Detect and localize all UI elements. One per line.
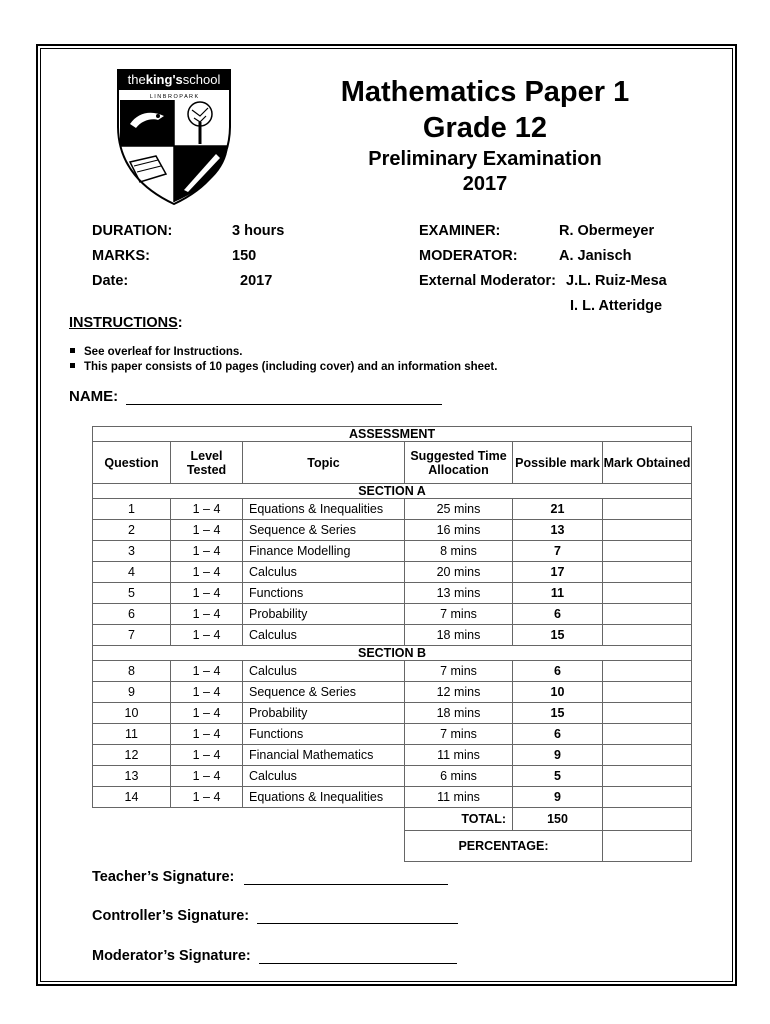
moderator-signature-line[interactable] xyxy=(259,963,457,964)
question-cell: 5 xyxy=(93,583,171,604)
title-exam: Preliminary Examination xyxy=(368,148,602,170)
time-cell: 25 mins xyxy=(405,499,513,520)
examiner-value: R. Obermeyer xyxy=(559,223,655,239)
examiner-label: EXAMINER: xyxy=(419,223,501,239)
header-possible: Possible mark xyxy=(513,442,603,484)
mark-obtained-cell[interactable] xyxy=(603,625,692,646)
percentage-label: PERCENTAGE: xyxy=(405,831,603,862)
marks-value: 150 xyxy=(232,248,257,264)
possible-mark-cell: 10 xyxy=(513,682,603,703)
duration-label: DURATION: xyxy=(92,223,173,239)
header-topic: Topic xyxy=(243,442,405,484)
question-cell: 14 xyxy=(93,787,171,808)
level-cell: 1 – 4 xyxy=(171,787,243,808)
mark-obtained-cell[interactable] xyxy=(603,766,692,787)
mark-obtained-cell[interactable] xyxy=(603,604,692,625)
level-cell: 1 – 4 xyxy=(171,604,243,625)
topic-cell: Finance Modelling xyxy=(243,541,405,562)
table-row xyxy=(93,583,692,604)
level-cell: 1 – 4 xyxy=(171,745,243,766)
section-b-heading: SECTION B xyxy=(93,646,692,661)
table-row xyxy=(93,661,692,682)
total-obtained-cell[interactable] xyxy=(603,808,692,831)
table-row xyxy=(93,724,692,745)
level-cell: 1 – 4 xyxy=(171,682,243,703)
possible-mark-cell: 15 xyxy=(513,703,603,724)
table-row xyxy=(93,520,692,541)
date-label: Date: xyxy=(92,273,129,289)
moderator-label: MODERATOR: xyxy=(419,248,518,264)
table-row xyxy=(93,682,692,703)
marks-label: MARKS: xyxy=(92,248,150,264)
possible-mark-cell: 13 xyxy=(513,520,603,541)
svg-text:L I N B R O P A R K: L I N B R O P A R K xyxy=(149,94,199,100)
teacher-signature: Teacher’s Signature: xyxy=(92,869,448,885)
question-cell: 7 xyxy=(93,625,171,646)
question-cell: 8 xyxy=(93,661,171,682)
possible-mark-cell: 21 xyxy=(513,499,603,520)
external-moderator-value-2: I. L. Atteridge xyxy=(570,298,663,314)
time-cell: 11 mins xyxy=(405,745,513,766)
table-row xyxy=(93,766,692,787)
table-row xyxy=(93,745,692,766)
bullet-square-icon xyxy=(70,363,75,368)
level-cell: 1 – 4 xyxy=(171,499,243,520)
moderator-value: A. Janisch xyxy=(559,248,632,264)
school-crest-logo xyxy=(112,66,236,206)
possible-mark-cell: 11 xyxy=(513,583,603,604)
instruction-item: See overleaf for Instructions. xyxy=(70,345,497,360)
question-cell: 6 xyxy=(93,604,171,625)
percentage-cell[interactable] xyxy=(603,831,692,862)
question-cell: 13 xyxy=(93,766,171,787)
time-cell: 8 mins xyxy=(405,541,513,562)
mark-obtained-cell[interactable] xyxy=(603,499,692,520)
instruction-item: This paper consists of 10 pages (including cover) and an information sheet. xyxy=(70,360,497,375)
topic-cell: Sequence & Series xyxy=(243,520,405,541)
table-row xyxy=(93,787,692,808)
time-cell: 11 mins xyxy=(405,787,513,808)
possible-mark-cell: 9 xyxy=(513,787,603,808)
name-input-line[interactable] xyxy=(126,404,442,405)
topic-cell: Functions xyxy=(243,583,405,604)
mark-obtained-cell[interactable] xyxy=(603,661,692,682)
mark-obtained-cell[interactable] xyxy=(603,562,692,583)
header-question: Question xyxy=(93,442,171,484)
mark-obtained-cell[interactable] xyxy=(603,724,692,745)
external-moderator-value: J.L. Ruiz-Mesa xyxy=(566,273,667,289)
external-moderator-label: External Moderator: xyxy=(419,273,556,289)
time-cell: 18 mins xyxy=(405,625,513,646)
total-label: TOTAL: xyxy=(405,808,513,831)
question-cell: 2 xyxy=(93,520,171,541)
total-value: 150 xyxy=(513,808,603,831)
time-cell: 18 mins xyxy=(405,703,513,724)
question-cell: 3 xyxy=(93,541,171,562)
section-a-heading: SECTION A xyxy=(93,484,692,499)
level-cell: 1 – 4 xyxy=(171,583,243,604)
date-value: 2017 xyxy=(240,273,273,289)
topic-cell: Probability xyxy=(243,604,405,625)
topic-cell: Calculus xyxy=(243,625,405,646)
table-row xyxy=(93,604,692,625)
question-cell: 1 xyxy=(93,499,171,520)
moderator-signature: Moderator’s Signature: xyxy=(92,948,457,964)
time-cell: 7 mins xyxy=(405,604,513,625)
possible-mark-cell: 6 xyxy=(513,724,603,745)
topic-cell: Functions xyxy=(243,724,405,745)
controller-signature: Controller’s Signature: xyxy=(92,908,458,924)
level-cell: 1 – 4 xyxy=(171,724,243,745)
possible-mark-cell: 6 xyxy=(513,604,603,625)
svg-text:theking'sschool: theking'sschool xyxy=(127,72,221,87)
topic-cell: Calculus xyxy=(243,661,405,682)
question-cell: 12 xyxy=(93,745,171,766)
level-cell: 1 – 4 xyxy=(171,703,243,724)
topic-cell: Financial Mathematics xyxy=(243,745,405,766)
teacher-signature-line[interactable] xyxy=(244,884,448,885)
time-cell: 13 mins xyxy=(405,583,513,604)
table-row xyxy=(93,541,692,562)
table-row xyxy=(93,562,692,583)
name-field: NAME: xyxy=(69,388,442,405)
topic-cell: Equations & Inequalities xyxy=(243,787,405,808)
question-cell: 10 xyxy=(93,703,171,724)
topic-cell: Equations & Inequalities xyxy=(243,499,405,520)
time-cell: 12 mins xyxy=(405,682,513,703)
possible-mark-cell: 7 xyxy=(513,541,603,562)
time-cell: 6 mins xyxy=(405,766,513,787)
mark-obtained-cell[interactable] xyxy=(603,703,692,724)
possible-mark-cell: 15 xyxy=(513,625,603,646)
time-cell: 7 mins xyxy=(405,724,513,745)
title-grade: Grade 12 xyxy=(422,112,548,144)
level-cell: 1 – 4 xyxy=(171,562,243,583)
level-cell: 1 – 4 xyxy=(171,625,243,646)
mark-obtained-cell[interactable] xyxy=(603,520,692,541)
level-cell: 1 – 4 xyxy=(171,661,243,682)
mark-obtained-cell[interactable] xyxy=(603,541,692,562)
mark-obtained-cell[interactable] xyxy=(603,583,692,604)
bullet-square-icon xyxy=(70,348,75,353)
mark-obtained-cell[interactable] xyxy=(603,787,692,808)
duration-value: 3 hours xyxy=(232,223,285,239)
table-row xyxy=(93,625,692,646)
question-cell: 9 xyxy=(93,682,171,703)
topic-cell: Calculus xyxy=(243,562,405,583)
time-cell: 7 mins xyxy=(405,661,513,682)
header-obtained: Mark Obtained xyxy=(603,442,692,484)
possible-mark-cell: 6 xyxy=(513,661,603,682)
time-cell: 16 mins xyxy=(405,520,513,541)
level-cell: 1 – 4 xyxy=(171,541,243,562)
header-level: Level Tested xyxy=(171,442,243,484)
assessment-title: ASSESSMENT xyxy=(93,427,692,442)
question-cell: 4 xyxy=(93,562,171,583)
mark-obtained-cell[interactable] xyxy=(603,745,692,766)
possible-mark-cell: 9 xyxy=(513,745,603,766)
possible-mark-cell: 17 xyxy=(513,562,603,583)
time-cell: 20 mins xyxy=(405,562,513,583)
topic-cell: Sequence & Series xyxy=(243,682,405,703)
controller-signature-line[interactable] xyxy=(257,923,458,924)
mark-obtained-cell[interactable] xyxy=(603,682,692,703)
title-subject: Mathematics Paper 1 xyxy=(340,76,630,108)
instructions-list xyxy=(70,345,497,375)
table-row xyxy=(93,703,692,724)
level-cell: 1 – 4 xyxy=(171,520,243,541)
question-cell: 11 xyxy=(93,724,171,745)
topic-cell: Probability xyxy=(243,703,405,724)
instructions-heading: INSTRUCTIONS: xyxy=(69,315,183,331)
header-time: Suggested Time Allocation xyxy=(405,442,513,484)
possible-mark-cell: 5 xyxy=(513,766,603,787)
assessment-table xyxy=(92,426,692,862)
level-cell: 1 – 4 xyxy=(171,766,243,787)
topic-cell: Calculus xyxy=(243,766,405,787)
title-year: 2017 xyxy=(462,173,508,195)
table-row xyxy=(93,499,692,520)
